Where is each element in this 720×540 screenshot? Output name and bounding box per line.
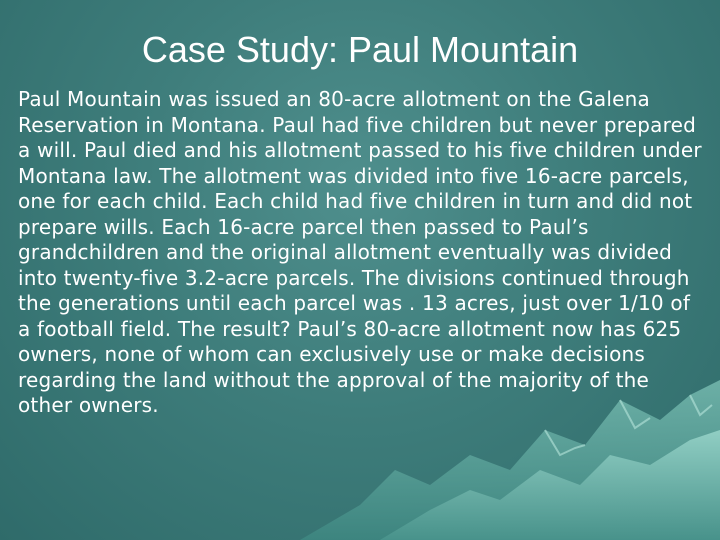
slide-body-text: Paul Mountain was issued an 80-acre allotment on the Galena Reservation in Montana. Paul had five children but never prepared a will. Paul died and his allotment passed to his five children under Montana law. The allotment was divided into five 16-acre parcels, one for each child. Each child had five children in turn and did not prepare wills. Each 16-acre parcel then passed to Paul’s grandchildren and the original allotment eventually was divided into twenty-five 3.2-acre parcels. The divisions continued through the generations until each parcel was . 13 acres, just over 1/10 of a football field. The result? Paul’s 80-acre allotment now has 625 owners, none of whom can exclusively use or make decisions regarding the land without the approval of the majority of the other owners. <box>18 87 702 417</box>
slide-title: Case Study: Paul Mountain <box>141 29 579 70</box>
